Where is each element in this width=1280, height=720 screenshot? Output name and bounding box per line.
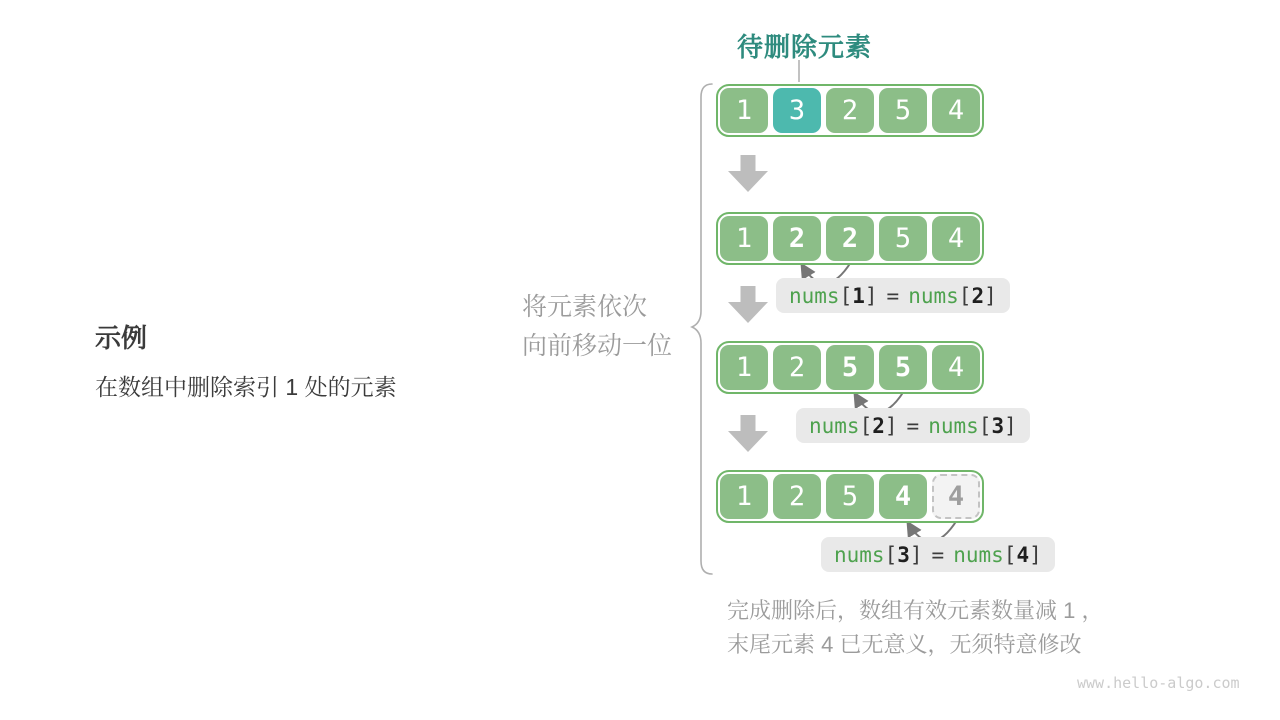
array-cell: 3 <box>773 88 821 133</box>
code-token: [ <box>859 413 873 438</box>
array-cell: 4 <box>932 216 980 261</box>
assignment-code-label <box>821 537 1055 572</box>
code-token: ] <box>884 413 898 438</box>
code-token: 2 <box>872 413 885 438</box>
array-cell: 5 <box>826 345 874 390</box>
array-cell: 4 <box>932 88 980 133</box>
code-token: ] <box>1004 413 1017 438</box>
array-cell: 2 <box>773 474 821 519</box>
array-cell: 1 <box>720 216 768 261</box>
pending-delete-label: 待删除元素 <box>737 32 873 62</box>
example-block <box>95 318 397 402</box>
code-token: = <box>906 413 920 438</box>
code-function-name: nums <box>834 542 885 567</box>
code-token: 2 <box>971 283 985 308</box>
array-row <box>716 212 984 265</box>
shift-note-line1: 将元素依次 <box>522 293 648 321</box>
shift-note <box>522 288 672 366</box>
array-cell: 5 <box>879 345 927 390</box>
array-cell: 2 <box>826 216 874 261</box>
down-arrow-icon <box>728 286 768 323</box>
code-token: = <box>886 283 900 308</box>
array-row <box>716 470 984 523</box>
code-token: 1 <box>852 283 865 308</box>
code-token: [ <box>1003 542 1017 567</box>
array-cell: 1 <box>720 88 768 133</box>
code-token: 4 <box>1016 542 1030 567</box>
array-cell: 2 <box>826 88 874 133</box>
code-function-name: nums <box>809 413 860 438</box>
shift-note-line2: 向前移动一位 <box>522 332 673 360</box>
code-token: 3 <box>991 413 1005 438</box>
code-function-name: nums <box>789 283 840 308</box>
code-token: ] <box>909 542 923 567</box>
down-arrow-icon <box>728 415 768 452</box>
example-heading: 示例 <box>95 323 148 353</box>
down-arrow-icon <box>728 155 768 192</box>
array-cell: 4 <box>932 474 980 519</box>
code-function-name: nums <box>908 283 959 308</box>
code-token: [ <box>978 413 992 438</box>
array-cell: 1 <box>720 345 768 390</box>
code-token: ] <box>864 283 878 308</box>
code-function-name: nums <box>928 413 979 438</box>
array-cell: 5 <box>879 216 927 261</box>
code-token: [ <box>884 542 898 567</box>
array-cell: 4 <box>932 345 980 390</box>
array-cell: 5 <box>879 88 927 133</box>
footer-note <box>727 594 1103 662</box>
code-token: = <box>931 542 945 567</box>
footer-note-line1: 完成删除后，数组有效元素数量减 1 ， <box>727 598 1104 623</box>
footer-note-line2: 末尾元素 4 已无意义，无须特意修改 <box>727 632 1082 657</box>
assignment-code-label <box>796 408 1030 443</box>
code-token: ] <box>984 283 997 308</box>
code-token: [ <box>839 283 853 308</box>
array-cell: 5 <box>826 474 874 519</box>
array-row <box>716 341 984 394</box>
example-description: 在数组中删除索引 1 处的元素 <box>95 374 397 400</box>
code-token: ] <box>1029 542 1042 567</box>
code-function-name: nums <box>953 542 1004 567</box>
brace <box>692 84 712 574</box>
code-token: 3 <box>897 542 910 567</box>
assignment-code-label <box>776 278 1010 313</box>
array-cell: 1 <box>720 474 768 519</box>
watermark: www.hello-algo.com <box>1077 674 1240 692</box>
array-cell: 2 <box>773 345 821 390</box>
array-cell: 2 <box>773 216 821 261</box>
array-cell: 4 <box>879 474 927 519</box>
code-token: [ <box>958 283 972 308</box>
array-row <box>716 84 984 137</box>
